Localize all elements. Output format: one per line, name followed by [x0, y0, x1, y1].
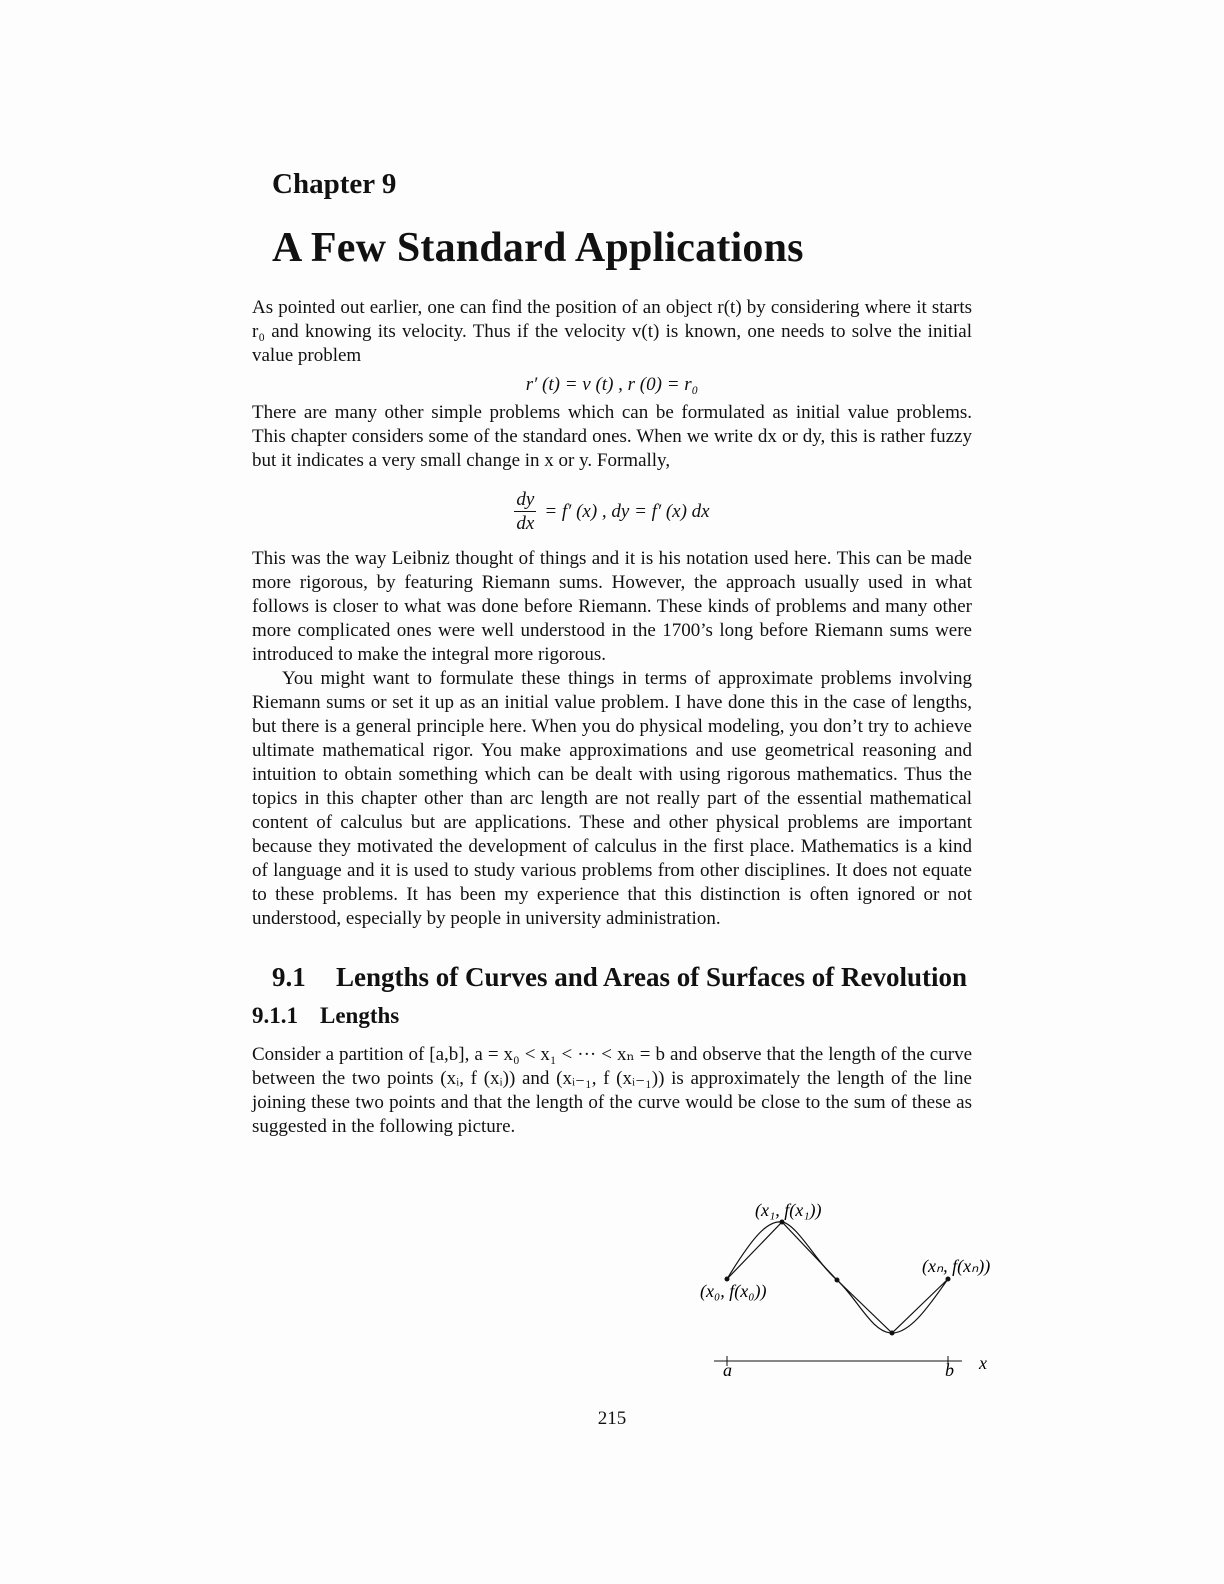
point-x2 — [835, 1278, 840, 1283]
polygonal-approximation — [727, 1222, 948, 1333]
body-text — [252, 296, 972, 1139]
intro-paragraph-4: You might want to formulate these things in terms of approximate problems involving Riemann sums or set it up as an initial value problem. I have done this in the case of lengths, but there is a general principle here. When you do physical modeling, you don’t try to achieve ultimate mathematical rigor. You make approximations and use geometrical reasoning and intuition to obtain something which can be dealt with using rigorous mathematics. Thus the topics in this chapter other than arc length are not really part of the essential mathematical content of calculus but are applications. These and other physical problems are important because they motivated the development of calculus in the first place. Mathematics is a kind of language and it is used to study various problems from other disciplines. It does not equate to these problems. It has been my experience that this distinction is often ignored or not understood, especially by people in university administration. — [252, 668, 972, 929]
axis-label-b: b — [945, 1360, 954, 1380]
curve — [727, 1222, 948, 1333]
label-xn: (xₙ, f(xₙ)) — [922, 1256, 991, 1276]
point-x3 — [890, 1331, 895, 1336]
label-x1: (x₁, f(x₁)) — [755, 1200, 822, 1220]
intro-paragraph-3: This was the way Leibniz thought of things and it is his notation used here. This can be made more rigorous, by featuring Riemann sums. However, the approach usually used in what follows is closer to what was done before Riemann. These kinds of problems and many other more complicated ones were well understood in the 1700’s long before Riemann sums were introduced to make the integral more rigorous. — [252, 548, 972, 665]
point-xn — [946, 1277, 951, 1282]
chapter-title: A Few Standard Applications — [272, 225, 804, 271]
section-title: Lengths of Curves and Areas of Surfaces of Revolution — [336, 962, 968, 992]
label-x0: (x₀, f(x₀)) — [700, 1281, 767, 1301]
subsection-paragraph-1: Consider a partition of [a,b], a = x₀ < x₁ < ··· < xₙ = b and observe that the length of the curve between the two points (xᵢ, f (xᵢ)) and (xᵢ₋₁, f (xᵢ₋₁)) is approximately the length of the line joining these two points and that the length of the curve would be close to the sum of these as suggested in the following picture. — [252, 1044, 972, 1137]
arc-length-figure — [692, 1193, 1022, 1388]
subsection-number: 9.1.1 — [252, 1003, 298, 1028]
equation-initial-value: r′ (t) = v (t) , r (0) = r₀ — [525, 374, 699, 395]
section-heading — [272, 959, 972, 995]
equation-leibniz — [252, 477, 972, 547]
axis-label-a: a — [723, 1360, 732, 1380]
point-x1 — [780, 1220, 785, 1225]
subsection-heading — [252, 1001, 972, 1031]
subsection-title: Lengths — [320, 1003, 400, 1028]
axis-label-x: x — [979, 1353, 987, 1373]
page-number: 215 — [597, 1408, 627, 1429]
fraction-numerator: dy — [516, 488, 535, 510]
fraction-denominator: dx — [516, 512, 535, 534]
section-number: 9.1 — [272, 962, 306, 992]
fraction-dy-dx — [514, 489, 536, 536]
intro-paragraph-1: As pointed out earlier, one can find the position of an object r(t) by considering where it starts r₀ and knowing its velocity. Thus if the velocity v(t) is known, one needs to solve the initial value problem — [252, 297, 972, 366]
intro-paragraph-2: There are many other simple problems which can be formulated as initial value problems. This chapter considers some of the standard ones. When we write dx or dy, this is rather fuzzy but it indicates a very small change in x or y. Formally, — [252, 402, 972, 471]
equation-rest: = f′ (x) , dy = f′ (x) dx — [544, 501, 710, 522]
chapter-label: Chapter 9 — [272, 168, 397, 200]
